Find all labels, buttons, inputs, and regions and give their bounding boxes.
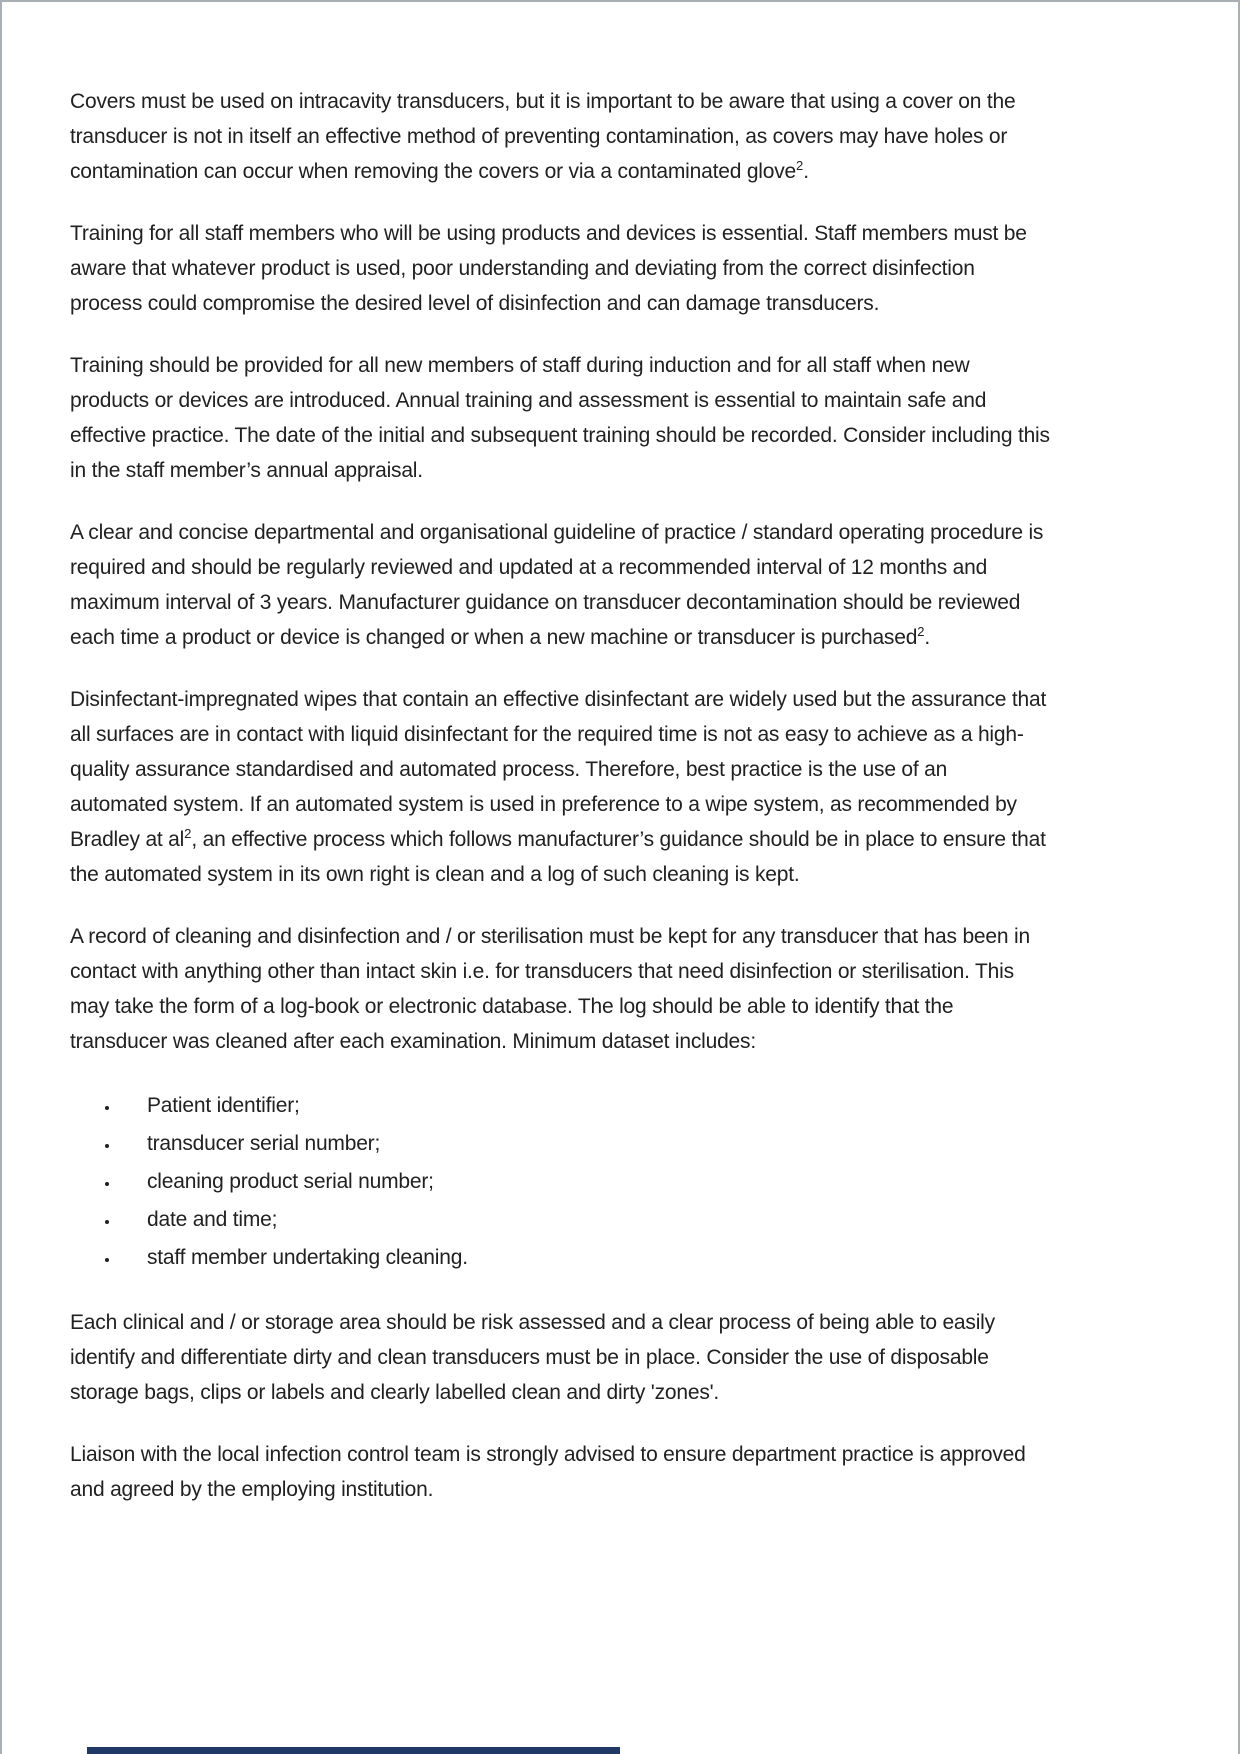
list-item: • staff member undertaking cleaning. (120, 1239, 1050, 1277)
text-run: Training should be provided for all new members of staff during induction and for all staff when new products or devices are introduced. Annual training and assessment is essential to maintain safe and effective practice. The date of the initial and subsequent training should be recorded. Consider including this in the staff member’s annual appraisal. (70, 354, 1050, 482)
paragraph (70, 919, 1050, 1059)
text-run: A record of cleaning and disinfection and / or sterilisation must be kept for any transducer that has been in contact with anything other than intact skin i.e. for transducers that need disinfection or sterilisation. This may take the form of a log-book or electronic database. The log should be able to identify that the transducer was cleaned after each examination. Minimum dataset includes: (70, 925, 1030, 1053)
list-item: • date and time; (120, 1201, 1050, 1239)
text-run: Disinfectant-impregnated wipes that contain an effective disinfectant are widely used but the assurance that all surfaces are in contact with liquid disinfectant for the required time is not as easy to achieve as a high-quality assurance standardised and automated process. Therefore, best practice is the use of an automated system. If an automated system is used in preference to a wipe system, as recommended by Bradley at al (70, 688, 1047, 851)
page-bottom-dark-bar (87, 1747, 620, 1754)
footnote-reference: 2 (917, 624, 925, 639)
text-run: , an effective process which follows manufacturer’s guidance should be in place to ensure that the automated system in its own right is clean and a log of such cleaning is kept. (70, 828, 1046, 886)
list-item: • Patient identifier; (120, 1087, 1050, 1125)
paragraph (70, 515, 1050, 655)
paragraph (70, 348, 1050, 488)
paragraph (70, 1305, 1050, 1410)
list-item: • cleaning product serial number; (120, 1163, 1050, 1201)
list-item: • transducer serial number; (120, 1125, 1050, 1163)
text-run: . (803, 160, 809, 183)
paragraph (70, 682, 1050, 892)
text-run: Each clinical and / or storage area should be risk assessed and a clear process of being able to easily identify and differentiate dirty and clean transducers must be in place. Consider the use of disposable storage bags, clips or labels and clearly labelled clean and dirty 'zones'. (70, 1311, 995, 1404)
paragraph (70, 216, 1050, 321)
paragraph (70, 84, 1050, 189)
document-body (70, 84, 1050, 1534)
text-run: Training for all staff members who will be using products and devices is essential. Staff members must be aware that whatever product is used, poor understanding and deviating from the correct disinfection process could compromise the desired level of disinfection and can damage transducers. (70, 222, 1027, 315)
footnote-reference: 2 (796, 158, 804, 173)
paragraph (70, 1437, 1050, 1507)
text-run: A clear and concise departmental and organisational guideline of practice / standard operating procedure is required and should be regularly reviewed and updated at a recommended interval of 12 months and maximum interval of 3 years. Manufacturer guidance on transducer decontamination should be reviewed each time a product or device is changed or when a new machine or transducer is purchased (70, 521, 1044, 649)
text-run: Covers must be used on intracavity transducers, but it is important to be aware that using a cover on the transducer is not in itself an effective method of preventing contamination, as covers may have holes or contamination can occur when removing the covers or via a contaminated glove (70, 90, 1016, 183)
text-run: . (924, 626, 931, 649)
bullet-list (70, 1087, 1050, 1277)
text-run: Liaison with the local infection control team is strongly advised to ensure department practice is approved and agreed by the employing institution. (70, 1443, 1026, 1501)
footnote-reference: 2 (184, 826, 192, 841)
